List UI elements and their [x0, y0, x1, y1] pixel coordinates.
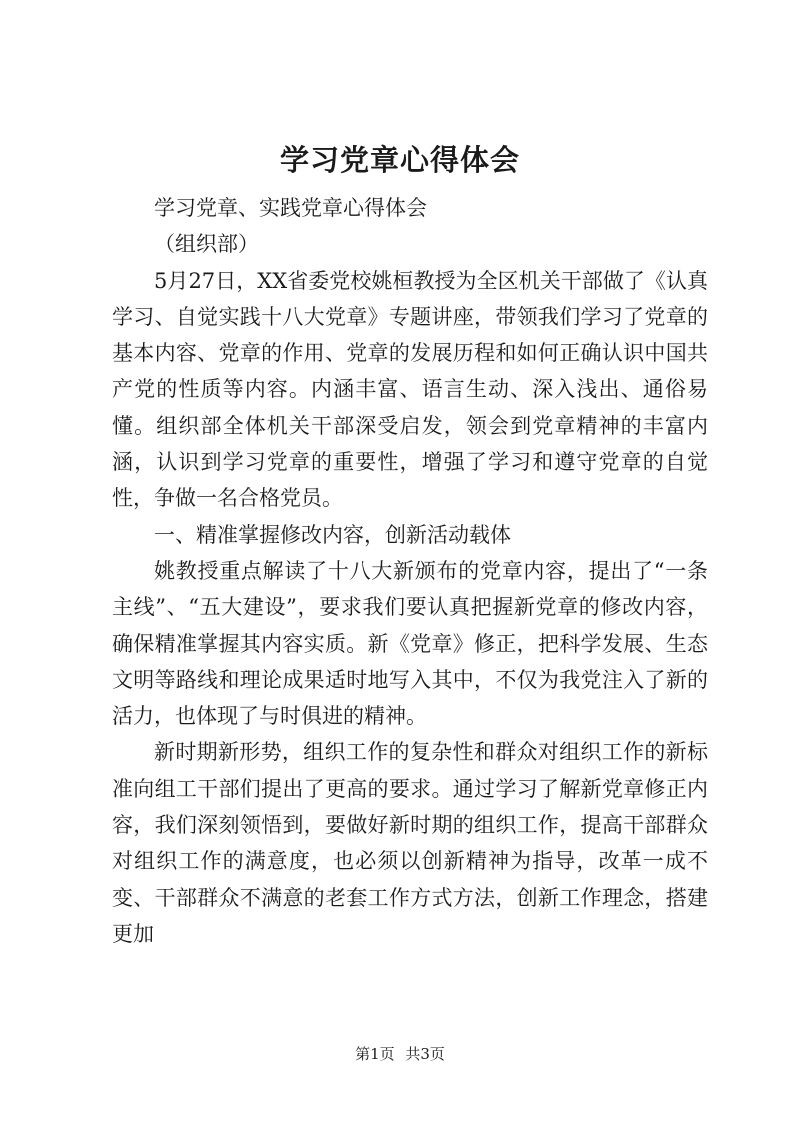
subtitle-paragraph: 学习党章、实践党章心得体会	[154, 196, 427, 220]
body-paragraph: 姚教授重点解读了十八大新颁布的党章内容，提出了“一条主线”、“五大建设”，要求我们要认真把握新党章的修改内容，确保精准掌握其内容实质。新《党章》修正，把科学发展、生态文明等路线和理论成果适时地写入其中，不仅为我党注入了新的活力，也体现了与时俱进的精神。	[112, 558, 708, 729]
page-number: 第1页	[355, 1045, 395, 1063]
page-total: 共3页	[405, 1045, 445, 1063]
body-paragraph: 新时期新形势，组织工作的复杂性和群众对组织工作的新标准向组工干部们提出了更高的要求。通过学习了解新党章修正内容，我们深刻领悟到，要做好新时期的组织工作，提高干部群众对组织工作的满意度，也必须以创新精神为指导，改革一成不变、干部群众不满意的老套工作方式方法，创新工作理念，搭建更加	[112, 740, 708, 946]
document-title: 学习党章心得体会	[279, 143, 520, 177]
section-heading: 一、精准掌握修改内容，创新活动载体	[154, 522, 511, 547]
document-body	[112, 190, 708, 952]
department-paragraph: （组织部）	[154, 232, 259, 257]
page-footer	[0, 1044, 800, 1064]
body-paragraph: 5月27日，XX省委党校姚桓教授为全区机关干部做了《认真学习、自觉实践十八大党章》专题讲座，带领我们学习了党章的基本内容、党章的作用、党章的发展历程和如何正确认识中国共产党的性质等内容。内涵丰富、语言生动、深入浅出、通俗易懂。组织部全体机关干部深受启发，领会到党章精神的丰富内涵，认识到学习党章的重要性，增强了学习和遵守党章的自觉性，争做一名合格党员。	[112, 268, 708, 511]
